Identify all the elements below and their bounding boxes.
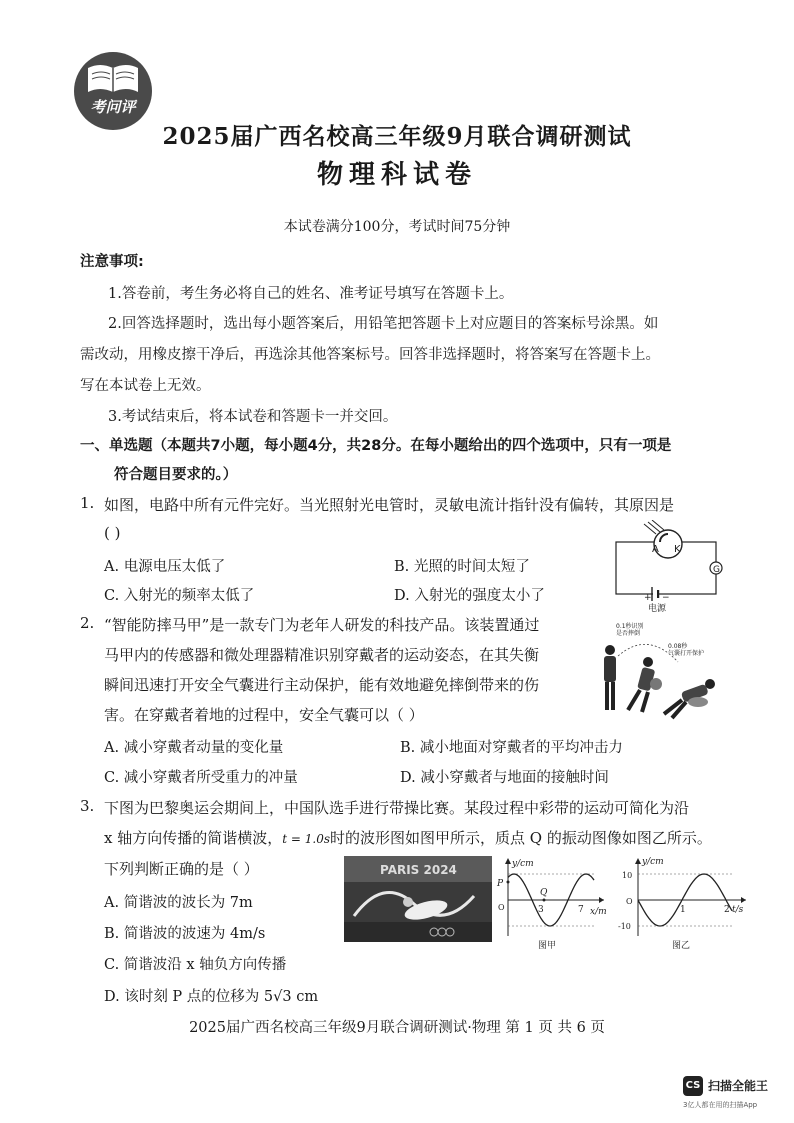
q1-paren: ( ) [104,524,121,542]
q2-airbag-figure [598,618,730,720]
q3-fig1-tick7: 7 [578,905,584,915]
q3-fig2-yneg10: -10 [618,922,631,931]
q3-fig2-xlabel: t/s [732,905,744,915]
q2-option-d: D. 减小穿戴者与地面的接触时间 [400,770,609,786]
ribbon-gymnast-image [344,856,492,942]
logo-text: 考问评 [90,98,136,116]
q3-fig2-ylabel: y/cm [642,857,664,867]
q3-fig2-y10: 10 [622,871,633,880]
q1-option-d: D. 入射光的强度太小了 [394,588,545,604]
q1-label-source: 电源 [648,604,667,612]
notice-item-3: 3.考试结束后，将本试卷和答题卡一并交回。 [108,409,398,425]
q3-line2-part-c: 时的波形图如图甲所示，质点 Q 的振动图像如图乙所示。 [329,829,712,847]
q3-photo-text: PARIS 2024 [380,863,457,877]
q3-fig2-t1: 1 [680,905,686,915]
q2-number: 2. [80,614,95,632]
q3-fig2-origin: O [626,897,633,906]
q2-line1: “智能防摔马甲”是一款专门为老年人研发的科技产品。该装置通过 [104,616,540,634]
q3-fig1-tick3: 3 [538,905,544,915]
q3-option-d: D. 该时刻 P 点的位移为 5√3 cm [104,989,319,1005]
q3-line2-part-a: x 轴方向传播的简谐横波， [104,829,283,847]
q1-label-a: A [652,544,659,555]
q3-line2 [104,827,712,848]
q2-option-a: A. 减小穿戴者动量的变化量 [104,740,284,756]
q3-line1: 下图为巴黎奥运会期间上，中国队选手进行带操比赛。某段过程中彩带的运动可简化为沿 [104,799,690,817]
exam-subtitle: 物理科试卷 [316,160,477,190]
notice-heading: 注意事项: [80,254,144,270]
exam-title: 2025届广西名校高三年级9月联合调研测试 [162,123,632,150]
q1-label-minus: − [662,593,670,603]
q3-option-a: A. 简谐波的波长为 7m [104,895,253,911]
notice-item-2-line3: 写在本试卷上无效。 [80,378,211,394]
q1-label-g: G [713,565,720,575]
q2-line3: 瞬间迅速打开安全气囊进行主动保护，能有效地避免摔倒带来的伤 [104,676,540,694]
q3-fig1-p: P [497,879,504,889]
q2-fig-label-1a: 0.1秒识别 [616,623,644,630]
q3-option-b: B. 简谐波的波速为 4m/s [104,926,266,942]
exam-info: 本试卷满分100分，考试时间75分钟 [283,219,511,235]
q3-fig1-xlabel: x/m [590,907,607,917]
q2-fig-label-1b: 是否摔倒 [616,630,641,637]
q3-time-value: t = 1.0s [282,832,330,846]
q1-number: 1. [80,494,95,512]
q3-number: 3. [80,797,95,815]
book-icon [86,62,140,94]
q1-option-c: C. 入射光的频率太低了 [104,588,255,604]
notice-item-2-line2: 需改动，用橡皮擦干净后，再选涂其他答案标号。回答非选择题时，将答案写在答题卡上。 [80,347,660,363]
q1-option-b: B. 光照的时间太短了 [394,559,530,575]
section-heading-line1: 一、单选题（本题共7小题，每小题4分，共28分。在每小题给出的四个选项中，只有一项是 [80,438,672,454]
q3-line3: 下列判断正确的是（ ） [104,860,259,878]
notice-item-1: 1.答卷前，考生务必将自己的姓名、准考证号填写在答题卡上。 [108,286,514,302]
page-footer: 2025届广西名校高三年级9月联合调研测试·物理 第 1 页 共 6 页 [189,1020,605,1036]
q3-wave-figure-yi [614,852,748,952]
q3-fig1-caption: 图甲 [538,941,557,951]
q1-stem: 如图，电路中所有元件完好。当光照射光电管时，灵敏电流计指针没有偏转，其原因是 [104,496,675,514]
q2-option-c: C. 减小穿戴者所受重力的冲量 [104,770,298,786]
q1-label-k: K [674,544,681,555]
q1-label-plus: + [644,593,652,603]
q1-circuit-figure [608,520,728,612]
q3-fig1-q: Q [540,888,548,898]
q2-line4: 害。在穿戴者着地的过程中，安全气囊可以（ ） [104,706,424,724]
q1-option-a: A. 电源电压太低了 [104,559,226,575]
q2-option-b: B. 减小地面对穿戴者的平均冲击力 [400,740,623,756]
q2-fig-label-2a: 0.08秒 [668,643,688,650]
q3-fig1-ylabel: y/cm [512,859,534,869]
notice-item-2-line1: 2.回答选择题时，选出每小题答案后，用铅笔把答题卡上对应题目的答案标号涂黑。如 [108,316,659,332]
camscanner-badge: CS [683,1076,703,1096]
camscanner-tagline: 3亿人都在用的扫描App [683,1101,758,1109]
camscanner-name: 扫描全能王 [708,1079,769,1093]
q3-fig2-caption: 图乙 [672,941,691,951]
q3-fig1-origin: O [498,903,505,912]
q3-ribbon-photo [344,856,492,942]
q2-line2: 马甲内的传感器和微处理器精准识别穿戴者的运动姿态，在其失衡 [104,646,540,664]
q3-fig2-t2: 2 [724,905,730,915]
q2-fig-label-2b: 气囊打开保护 [668,650,705,657]
q3-wave-figure-jia [494,852,612,952]
q3-option-c: C. 简谐波沿 x 轴负方向传播 [104,957,287,973]
section-heading-line2: 符合题目要求的。） [114,467,238,483]
